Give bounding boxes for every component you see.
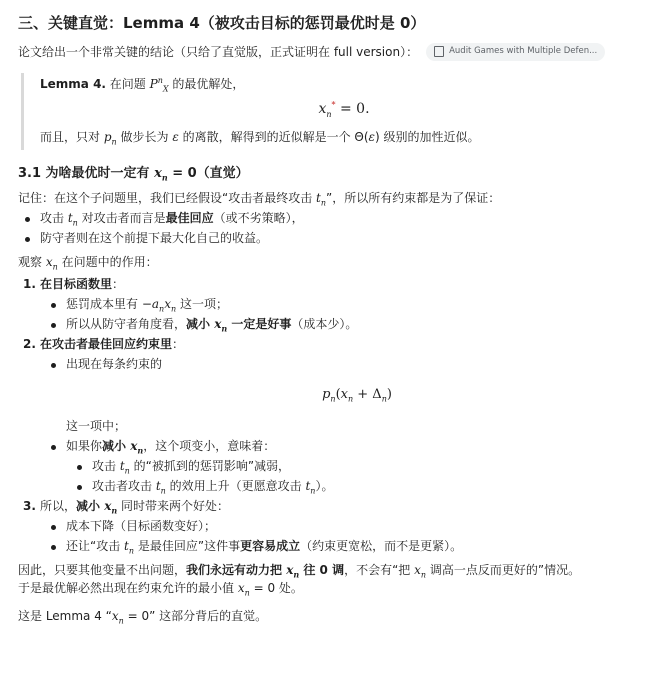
list-item: 惩罚成本里有 $-a_nx_n$ 这一项； [40,295,648,313]
list-item: 还让“攻击 $t_n$ 是最佳回应”这件事更容易成立（约束更宽松，而不是更紧）。 [40,537,648,555]
final-paragraph: 这是 Lemma 4 “$x_n = 0$” 这部分背后的直觉。 [18,608,268,625]
lemma-text: 在问题 [105,76,150,91]
list-item: 防守者则在这个前提下最大化自己的收益。 [18,229,648,247]
sub-list [40,517,648,555]
problem-symbol: $P^n_X$ [149,75,169,93]
intro-text: 论文给出一个非常关键的结论（只给了直觉版，正式证明在 full version）： [18,44,419,59]
list-item-objective: 1. 在目标函数里： 惩罚成本里有 $-a_nx_n$ 这一项； 所以从防守者角度看，减小 $x_n$ 一定是好事（成本少）。 [18,275,648,333]
document-icon [434,46,444,57]
list-item: 攻击 $t_n$ 的“被抓到的惩罚影响”减弱， [66,457,648,475]
list-item: 攻击 $t_n$ 对攻击者而言是最佳回应（或不劣策略）， [18,209,648,227]
list-item-benefits: 3. 所以，减小 $x_n$ 同时带来两个好处： 成本下降（目标函数变好）； 还让“攻击 $t_n$ 是最佳回应”这件事更容易成立（约束更宽松，而不是更紧）。 [18,497,648,555]
list-item-constraint: 2. 在攻击者最佳回应约束里： 出现在每条约束的 $p_n(x_n + \Delta_n)$ 这一项中； 如果你减小 $x_n$，这个项变小，意味着： 攻击 $t_n$ 的“被抓到的惩罚影响”减弱， 攻击者攻击 $t_n$ 的效用上升（更愿意攻击 $t_n$）。 [18,335,648,495]
lemma-label: Lemma 4. [40,76,106,91]
lemma-text: 的最优解处， [168,76,245,91]
sub-list [40,295,648,333]
source-chip[interactable] [426,43,605,61]
list-item: 成本下降（目标函数变好）； [40,517,648,535]
role-list [18,275,648,555]
subsection-title: 3.1 为啥最优时一定有 $x_n = 0$（直觉） [18,165,249,183]
recall-paragraph: 记住：在这个子问题里，我们已经假设“攻击者最终攻击 $t_n$”，所以所有约束都是为了保证： [18,191,501,208]
list-item: 攻击者攻击 $t_n$ 的效用上升（更愿意攻击 $t_n$）。 [66,477,648,495]
sub-list [40,355,648,495]
lemma-statement [40,75,648,93]
source-chip-label: Audit Games with Multiple Defen... [449,46,598,57]
intro-line [18,41,648,63]
lemma-equation: $x_n^* = 0$. [318,99,370,119]
observe-paragraph: 观察 $x_n$ 在问题中的作用： [18,255,158,272]
lemma-note: 而且，只对 $p_n$ 做步长为 ε 的离散，解得到的近似解是一个 Θ(ε) 级别的加性近似。 [40,129,480,146]
conclusion-paragraph: 因此，只要其他变量不出问题，我们永远有动力把 $x_n$ 往 0 调，不会有“把 $x_n$ 调高一点反而更好的”情况。 于是最优解必然出现在约束允许的最小值 $x_n = 0$ 处。 [18,562,581,597]
list-item: 如果你减小 $x_n$，这个项变小，意味着： 攻击 $t_n$ 的“被抓到的惩罚影响”减弱， 攻击者攻击 $t_n$ 的效用上升（更愿意攻击 $t_n$）。 [40,437,648,495]
lemma-blockquote [21,73,648,150]
list-item: 所以从防守者角度看，减小 $x_n$ 一定是好事（成本少）。 [40,315,648,333]
section-title: 三、关键直觉：Lemma 4（被攻击目标的惩罚最优时是 0） [18,14,426,32]
assumption-list [18,209,648,247]
list-item: 出现在每条约束的 $p_n(x_n + \Delta_n)$ 这一项中； [40,355,648,435]
constraint-term-equation: $p_n(x_n + \Delta_n)$ [322,387,392,404]
nested-list [66,457,648,495]
